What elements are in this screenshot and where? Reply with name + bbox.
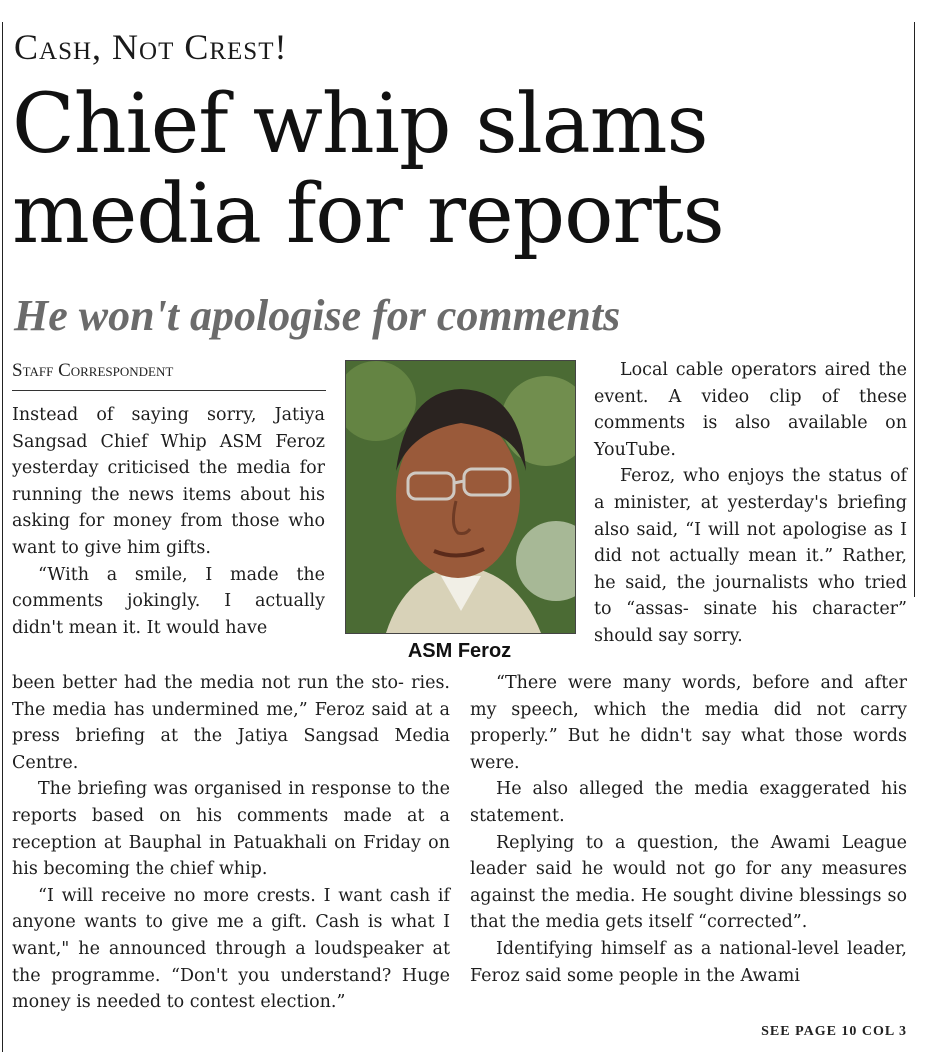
article-kicker: Cash, Not Crest! (14, 27, 288, 67)
article-subhead: He won't apologise for comments (14, 291, 621, 340)
headline-line-2: media for reports (12, 167, 724, 262)
paragraph: Identifying himself as a national-level leader, Feroz said some people in the Awami (470, 938, 907, 986)
paragraph: Instead of saying sorry, Jatiya Sangsad Chief Whip ASM Feroz yesterday criticised the media for running the news items about his asking for money from those who want to give him gifts. (12, 405, 325, 558)
paragraph: Feroz, who enjoys the status of a minister, at yesterday's briefing also said, “I will not apologise as I did not actually mean it.” Rather, he said, the journalists who tried to “assas- sinate his character” should say sorry. (594, 466, 907, 646)
left-column-rule (2, 22, 3, 1052)
paragraph: “There were many words, before and after my speech, which the media did not carry properly.” But he didn't say what those words were. (470, 673, 907, 773)
paragraph: “With a smile, I made the comments jokingly. I actually didn't mean it. It would have (12, 564, 325, 638)
paragraph: The briefing was organised in response to the reports based on his comments made at a reception at Bauphal in Patuakhali on Friday on his becoming the chief whip. (12, 779, 450, 880)
paragraph: been better had the media not run the sto- ries. The media has undermined me,” Feroz said at a press briefing at the Jatiya Sangsad Media Centre. (12, 673, 450, 773)
right-column-rule (914, 22, 915, 597)
body-column-right-bottom (470, 670, 907, 989)
article-byline: Staff Correspondent (12, 360, 326, 391)
article-headline (12, 77, 912, 262)
portrait-illustration (346, 361, 575, 633)
body-column-left-bottom (12, 670, 450, 1016)
photo-caption: ASM Feroz (407, 640, 512, 662)
portrait-photo (345, 360, 576, 634)
continuation-note[interactable]: SEE PAGE 10 COL 3 (761, 1024, 907, 1039)
body-column-right-top (594, 357, 907, 650)
paragraph: Local cable operators aired the event. A video clip of these comments is also available on YouTube. (594, 360, 907, 460)
paragraph: He also alleged the media exaggerated his statement. (470, 779, 907, 826)
body-column-left-top (12, 402, 325, 641)
paragraph: Replying to a question, the Awami League leader said he would not go for any measures against the media. He sought divine blessings so that the media gets itself “corrected”. (470, 832, 907, 933)
paragraph: “I will receive no more crests. I want cash if anyone wants to give me a gift. Cash is what I want," he announced through a loudspeaker at the programme. “Don't you understand? Huge money is needed to contest election.” (12, 885, 450, 1013)
headline-line-1: Chief whip slams (12, 77, 708, 172)
